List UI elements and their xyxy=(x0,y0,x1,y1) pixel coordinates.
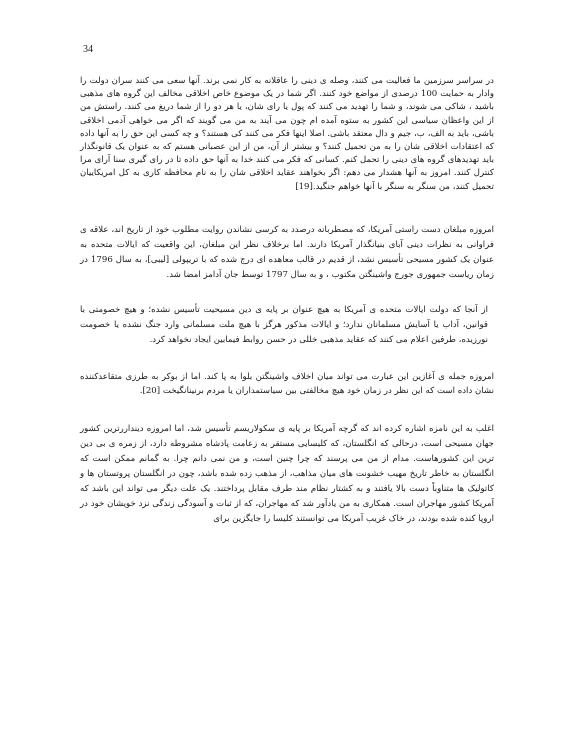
paragraph-1: در سراسر سرزمین ما فعالیت می کنند، وصله ی دینی را عاقلانه به کار نمی برند. آنها سعی می کنند سران دولت را وادار به حمایت 100 درصدی از مواضع خود کنند. اگر شما در یک موضوع خاص اخلاقی مخالف این گروه های مذهبی باشید ، شاکی می شوند، و شما را تهدید می کنند که پول یا رای شان، یا هر دو را از شما دریغ می کنند. راستش من از این واعظان سیاسی این کشور به ستوه آمده ام چون می آیند به من می گویند که اگر می خواهی آدمی اخلاقی باشی، باید به الف، ب، جیم و دال معتقد باشی. اصلا اینها فکر می کنند کی هستند؟ و چه کسی این حق را به آنها داده که اعتقادات اخلاقی شان را به من تحمیل کنند؟ و بیشتر از آن، من از این عصبانی هستم که به عنوان یک قانونگذار باید تهدیدهای گروه های دینی را تحمل کنم. کسانی که فکر می کنند خدا به آنها حق داده تا در رای گیری سنا آرای مرا کنترل کنند. امروز به آنها هشدار می دهم: اگر بخواهند عقاید اخلاقی شان را به نام محافظه کاری به کل امریکاییان تحمیل کنند، من سنگر به سنگر با آنها خواهم جنگید.[19] xyxy=(80,76,495,192)
paragraph-5: اغلب به این نامزه اشاره کرده اند که گرچه آمریکا بر پایه ی سکولاریسم تأسیس شد، اما امروزه دینداررترین کشور جهان مسیحی است، درحالی که انگلستان، که کلیسایی مستقر به زعامت پادشاه مشروطه دارد، از زمره ی بی دین ترین این کشورهاست. مدام از من می پرسند که چرا چنین است، و من نمی دانم چرا. به گمانم ممکن است که انگلستان به خاطر تاریخ مهیب خشونت های میان مذاهب، از مذهب زده شده باشد، چون در انگلستان پروتستان ها و کاتولیک ها متناوباً دست بالا یافتند و به کشتار نظام مند طرف مقابل پرداختند. یک علت دیگر می تواند این باشد که آمریکا کشور مهاجران است. همکاری به من یادآور شد که مهاجران، که از ثبات و آسودگی زندگی نزد خویشان خود در اروپا کنده شده بودند، در خاک غریب آمریکا می توانستند کلیسا را جایگزین برای xyxy=(80,423,494,524)
paragraph-2: امروزه مبلغان دست راستی آمریکا، که مصطربانه درصدد به کرسی نشاندن روایت مطلوب خود از تاریخ اند، علاقه ی فراوانی به نظرات دینی آبای بنیانگذار آمریکا دارند. اما برخلاف نظر این مبلغان، این واقعیت که ایالات متحده به عنوان یک کشور مسیحی تأسیس نشد، از قدیم در قالب معاهده ای درج شده که با تریپولی [لیبی]، به سال 1796 در زمان ریاست جمهوری جورج واشینگتن مکتوب ، و به سال 1797 توسط جان آدامز امضا شد. xyxy=(80,224,494,280)
page-body xyxy=(80,75,494,527)
page-number: 34 xyxy=(83,44,93,55)
quote-paragraph: از آنجا که دولت ایالات متحده ی آمریکا به هیچ عنوان بر پایه ی دین مسیحیت تأسیس نشده؛ و هیچ خصومتی با قوانین، آداب یا آسایش مسلمانان ندارد؛ و ایالات مذکور هرگز با هیچ ملت مسلمانی وارد جنگ نشده یا خصومت نورزیده، طرفین اعلام می کنند که عقاید مذهبی خللی در حسن روابط فیمابین ایجاد نخواهد کرد. xyxy=(80,304,488,345)
paragraph-4: امروزه جمله ی آغازین این عبارت می تواند میان اخلاف واشینگتن بلوا به پا کند. اما از بوکر به طرزی متقاعدکننده نشان داده است که این نظر در زمان خود هیچ مخالفتی بین سیاستمداران یا مردم برنینانگیخت [20]. xyxy=(80,371,494,396)
